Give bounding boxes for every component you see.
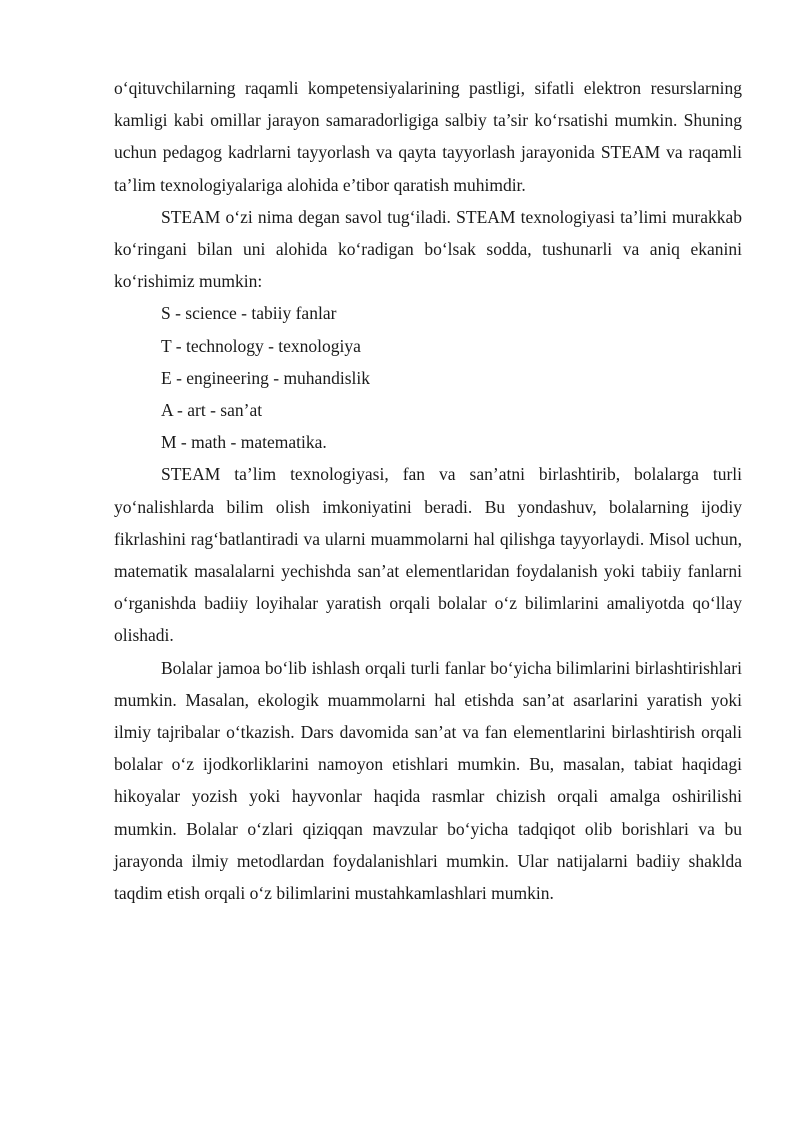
steam-list-item-a: A - art - san’at: [161, 400, 263, 421]
paragraph-steam-technology: STEAM ta’lim texnologiyasi, fan va san’atni birlashtirib, bolalarga turli yo‘nalishlarda bilim olish imkoniyatini beradi. Bu yondashuv, bolalarning ijodiy fikrlashini rag‘batlantiradi va ularni muammolarni hal qilishga tayyorlaydi. Misol uchun, matematik masalalarni yechishda san’at elementlaridan foydalanish yoki tabiiy fanlarni o‘rganishda badiiy loyihalar yaratish orqali bolalar o‘z bilimlarini amaliyotda qo‘llay olishadi.: [114, 464, 742, 646]
steam-list-item-e: E - engineering - muhandislik: [161, 367, 370, 388]
steam-list-item-t: T - technology - texnologiya: [161, 335, 361, 356]
paragraph-steam-question: STEAM o‘zi nima degan savol tug‘iladi. STEAM texnologiyasi ta’limi murakkab ko‘ringani bilan uni alohida ko‘radigan bo‘lsak sodda, tushunarli va aniq ekanini ko‘rishimiz mumkin:: [114, 206, 742, 292]
steam-list-item-m: M - math - matematika.: [161, 432, 327, 453]
paragraph-team-work: Bolalar jamoa bo‘lib ishlash orqali turli fanlar bo‘yicha bilimlarini birlashtirishlari mumkin. Masalan, ekologik muammolarni hal etishda san’at asarlarini yaratish yoki ilmiy tajribalar o‘tkazish. Dars davomida san’at va fan elementlarini birlashtirish orqali bolalar o‘z ijodkorliklarini namoyon etishlari mumkin. Bu, masalan, tabiat haqidagi hikoyalar yozish yoki hayvonlar haqida rasmlar chizish orqali amalga oshirilishi mumkin. Bolalar o‘zlari qiziqqan mavzular bo‘yicha tadqiqot olib borishlari va bu jarayonda ilmiy metodlardan foydalanishlari mumkin. Ular natijalarni badiiy shaklda taqdim etish orqali o‘z bilimlarini mustahkamlashlari mumkin.: [114, 657, 742, 904]
paragraph-continuation: o‘qituvchilarning raqamli kompetensiyalarining pastligi, sifatli elektron resurslarning kamligi kabi omillar jarayon samaradorligiga salbiy ta’sir ko‘rsatishi mumkin. Shuning uchun pedagog kadrlarni tayyorlash va qayta tayyorlash jarayonida STEAM va raqamli ta’lim texnologiyalariga alohida e’tibor qaratish muhimdir.: [114, 78, 742, 195]
document-body: [114, 72, 742, 909]
steam-list-item-s: S - science - tabiiy fanlar: [161, 303, 337, 324]
